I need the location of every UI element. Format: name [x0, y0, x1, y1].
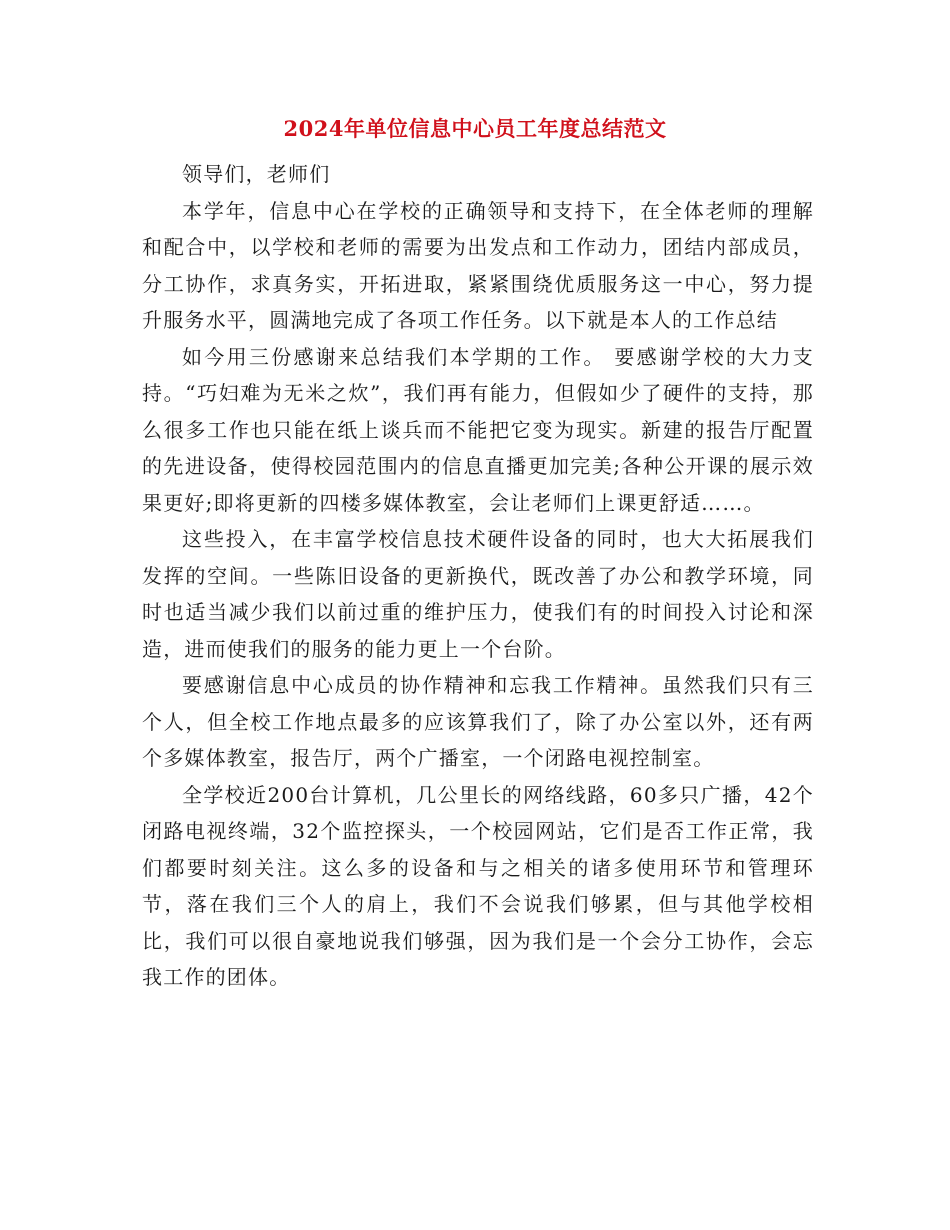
- paragraph-equipment: 全学校近200台计算机，几公里长的网络线路，60多只广播，42个闭路电视终端，32个监控探头，一个校园网站，它们是否工作正常，我们都要时刻关注。这么多的设备和与之相关的诸多使用环节和管理环节，落在我们三个人的肩上，我们不会说我们够累，但与其他学校相比，我们可以很自豪地说我们够强，因为我们是一个会分工协作，会忘我工作的团体。: [142, 782, 814, 989]
- paragraph-investment: 这些投入，在丰富学校信息技术硬件设备的同时，也大大拓展我们发挥的空间。一些陈旧设备的更新换代，既改善了办公和教学环境，同时也适当减少我们以前过重的维护压力，使我们有的时间投入讨论和深造，进而使我们的服务的能力更上一个台阶。: [142, 527, 814, 661]
- salutation: 领导们，老师们: [182, 162, 331, 186]
- paragraph-thanks-team: 要感谢信息中心成员的协作精神和忘我工作精神。虽然我们只有三个人，但全校工作地点最多的应该算我们了，除了办公室以外，还有两个多媒体教室，报告厅，两个广播室，一个闭路电视控制室。: [142, 673, 814, 770]
- paragraph-intro: 本学年，信息中心在学校的正确领导和支持下，在全体老师的理解和配合中，以学校和老师的需要为出发点和工作动力，团结内部成员，分工协作，求真务实，开拓进取，紧紧围绕优质服务这一中心，努力提升服务水平，圆满地完成了各项工作任务。以下就是本人的工作总结: [142, 198, 814, 332]
- document-title: 2024年单位信息中心员工年度总结范文: [283, 116, 667, 141]
- document-body: [142, 156, 814, 996]
- paragraph-thanks-school: 如今用三份感谢来总结我们本学期的工作。 要感谢学校的大力支持。“巧妇难为无米之炊”，我们再有能力，但假如少了硬件的支持，那么很多工作也只能在纸上谈兵而不能把它变为现实。新建的报告厅配置的先进设备，使得校园范围内的信息直播更加完美;各种公开课的展示效果更好;即将更新的四楼多媒体教室，会让老师们上课更舒适……。: [142, 344, 814, 515]
